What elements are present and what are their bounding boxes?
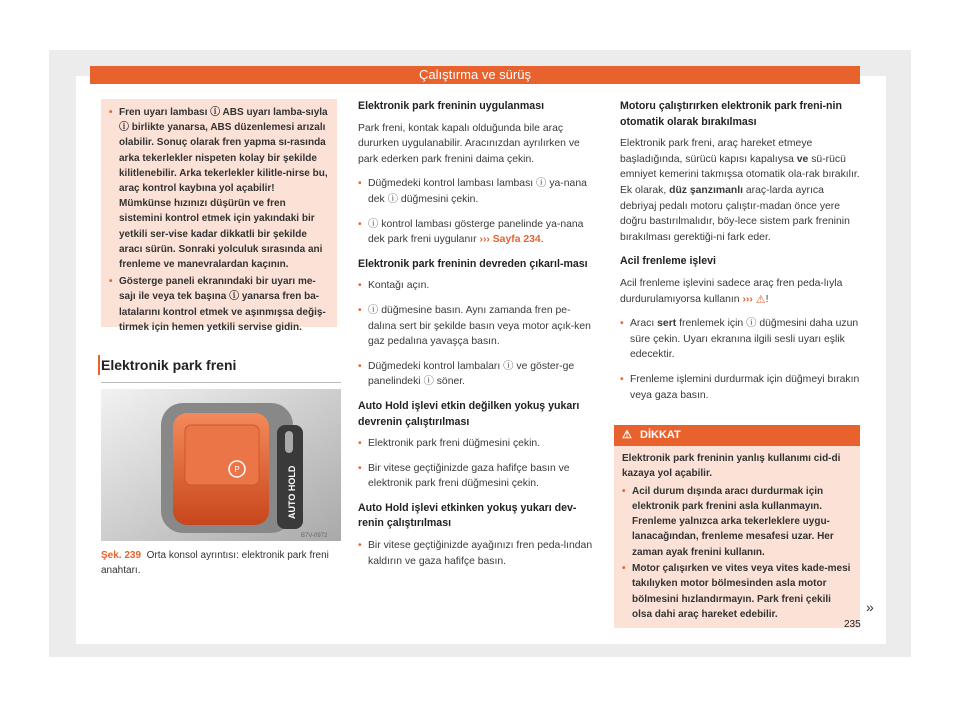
section-title: Elektronik park freni: [101, 357, 341, 383]
list-item: • Bir vitese geçtiğinizde ayağınızı fren peda-lından kaldırın ve gaza hafifçe basın.: [358, 540, 593, 567]
heading: Motoru çalıştırırken elektronik park freni-nin otomatik olarak bırakılması: [620, 100, 842, 128]
caution-paragraph: Elektronik park freninin yanlış kullanımı cid-di kazaya yol açabilir.: [622, 453, 841, 480]
page-link[interactable]: ››› Sayfa 234: [479, 234, 541, 246]
list-item: • ⓘ kontrol lambası gösterge panelinde ya-nana dek park freni uygulanır ››› Sayfa 234.: [358, 218, 584, 246]
heading: Auto Hold işlevi etkinken yokuş yukarı dev-renin çalıştırılması: [358, 501, 577, 530]
paragraph: Park freni, kontak kapalı olduğunda bile araç dururken uygulanabilir. Aracınızdan ayrılırken ve park ederken park frenini daima çekin.: [358, 122, 580, 165]
list-item: • Bir vitese geçtiğinizde gaza hafifçe basın ve elektronik park freni düğmesini çekin.: [358, 462, 570, 490]
list-item: • Kontağı açın.: [358, 280, 430, 292]
figure-caption: Şek. 239 Orta konsol ayrıntısı: elektronik park freni anahtarı.: [101, 550, 329, 576]
warning-bullet: • Gösterge paneli ekranındaki bir uyarı me-sajı ile veya tek başına ⓘ yanarsa fren ba-latalarını kontrol etmek ve aşınmışsa değiş-tirmek için hemen yetkili servise gidin.: [109, 276, 326, 333]
continue-arrow-icon: »: [866, 599, 874, 615]
right-column: [620, 99, 860, 412]
list-item: • Elektronik park freni düğmesini çekin.: [358, 438, 541, 450]
heading: Acil frenleme işlevi: [620, 255, 716, 268]
list-item: • Aracı sert frenlemek için ⓘ düğmesini daha uzun süre çekin. Uyarı ekranına ilgili sesli uyarı eşlik edecektir.: [620, 318, 859, 361]
caution-box: [614, 425, 860, 628]
svg-text:P: P: [234, 465, 240, 474]
paragraph: Acil frenleme işlevini sadece araç fren peda-lıyla durdurulamıyorsa kullanın ››› ⚠!: [620, 277, 843, 306]
warning-box: [101, 99, 337, 333]
caution-bullet: • Motor çalışırken ve vites veya vites kade-mesi takılıyken motor bölmesinden asla motor bölmesini hızlandırmayın. Park freni çekili olsa dahi araç hareket edebilir.: [622, 563, 851, 620]
warning-link[interactable]: ›››: [742, 293, 753, 305]
warning-triangle-icon: ⚠: [755, 293, 766, 306]
figure-photo: [101, 389, 341, 541]
list-item: • Düğmedeki kontrol lambaları ⓘ ve göster-ge panelindeki ⓘ söner.: [358, 360, 575, 388]
list-item: • Düğmedeki kontrol lambası lambası ⓘ ya-nana dek ⓘ düğmesini çekin.: [358, 178, 587, 205]
middle-column: [358, 99, 598, 578]
heading: Auto Hold işlevi etkin değilken yokuş yukarı devrenin çalıştırılması: [358, 399, 580, 428]
warning-bullet: • Fren uyarı lambası ⓘ ABS uyarı lamba-sıyla ⓘ birlikte yanarsa, ABS düzenlemesi arızalı olabilir. Sonuç olarak fren yapma sı-rasında arka tekerlekler nispeten kolay bir şekilde kilitlenebilir. Arka tekerlekler kilitle-nirse bu, araç kontrol kaybına yol açabilir! Mümkünse hızınızı düşürün ve fren sistemini kontrol etmek için yakındaki bir yetkili ser-vise kadar dikkatli bir şekilde aracı sürün. Sonraki yolculuk sırasında ani frenleme ve manevralardan kaçının.: [109, 107, 328, 271]
figure-code: B7V-0972: [301, 533, 328, 539]
paragraph: Elektronik park freni, araç hareket etmeye başladığında, sürücü kapısı kapalıysa ve sü-rücü emniyet kemerini takmışsa otomatik ola-rak bırakılır. Ek olarak, düz şanzımanlı araç-larda ayrıca debriyaj pedalı motoru çalıştır-madan önce yere doğru bastırılmalıdır, böy-lece sistem park freninin bırakılması gerektiği-ni fark eder.: [620, 138, 860, 243]
caution-header: ⚠ DİKKAT: [614, 425, 860, 446]
heading: Elektronik park freninin devreden çıkarıl-ması: [358, 257, 588, 270]
warning-triangle-icon: ⚠: [622, 429, 632, 441]
list-item: • Frenleme işlemini durdurmak için düğmeyi bırakın veya gaza basın.: [620, 373, 860, 401]
chapter-header: Çalıştırma ve sürüş: [90, 66, 860, 84]
auto-hold-label: AUTO HOLD: [287, 465, 297, 519]
caution-bullet: • Acil durum dışında aracı durdurmak için elektronik park frenini asla kullanmayın. Frenleme yalnızca arka tekerleklere uygu-lanacağından, frenleme mesafesi uzar. Her zaman ayak frenini kullanın.: [622, 485, 834, 558]
parking-brake-photo: [101, 389, 341, 541]
list-item: • ⓘ düğmesine basın. Aynı zamanda fren pe-dalına sert bir şekilde basın veya motor açık-ken gaz pedalına yavaşça basın.: [358, 304, 591, 348]
page-number: 235: [844, 619, 861, 630]
heading: Elektronik park freninin uygulanması: [358, 100, 545, 112]
figure-number: Şek. 239: [101, 550, 142, 561]
